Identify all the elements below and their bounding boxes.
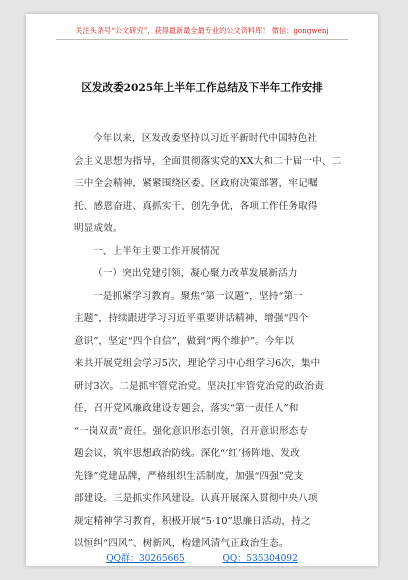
contact-footer xyxy=(26,551,378,564)
body-line: 意识”，坚定“四个自信”，做到“两个维护”。今年以 xyxy=(74,335,295,347)
body-line: 题会议，筑牢思想政治防线。深化“‘红’扬阵地、发改 xyxy=(74,448,300,459)
qq-group-text: QQ群：30265665 xyxy=(106,554,185,564)
promo-banner: 关注头条号“公文研究”，获得最新最全最专业的公文资料库！ 微信：gongwenj xyxy=(75,26,329,35)
body-line: 规定精神学习教育，积极开展“5·10”思廉日活动，持之 xyxy=(74,515,311,527)
document-body xyxy=(74,128,342,556)
body-line: 托、感恩奋进、真抓实干、创先争优，各项工作任务取得 xyxy=(74,200,318,212)
body-line: 研讨3次。二是抓牢管党治党。坚决扛牢管党治党的政治责 xyxy=(74,380,324,392)
qq-contact-text: QQ：535304092 xyxy=(222,554,298,564)
document-title: 区发改委2025年上半年工作总结及下半年工作安排 xyxy=(81,82,323,94)
header-rule xyxy=(56,39,348,40)
body-line: 任，召开党风廉政建设专题会，落实“第一责任人”和 xyxy=(74,403,299,414)
body-line: 一是抓紧学习教育。聚焦“第一议题”，坚持“第一 xyxy=(93,290,304,302)
body-line: 今年以来，区发改委坚持以习近平新时代中国特色社 xyxy=(93,133,318,144)
body-line: （一）突出党建引领，凝心聚力改革发展新活力 xyxy=(93,268,298,279)
body-line: 以恒纠“四风”、树新风，构建风清气正政治生态。 xyxy=(74,538,289,549)
body-line: 会主义思想为指导，全面贯彻落实党的XX大和二十届一中、二 xyxy=(74,155,342,167)
body-line: 明显成效。 xyxy=(74,223,123,234)
body-line: 部建设。三是抓实作风建设。认真开展深入贯彻中央八项 xyxy=(74,493,318,504)
body-line: 先锋”党建品牌，严格组织生活制度，加强“四强”党支 xyxy=(74,470,304,482)
body-line: 主题”，持续跟进学习习近平重要讲话精神，增强“四个 xyxy=(74,313,309,324)
document-page xyxy=(26,14,378,566)
body-line: 一、上半年主要工作开展情况 xyxy=(93,245,220,257)
body-line: “一岗双责”责任。强化意识形态引领，召开意识形态专 xyxy=(74,425,309,437)
body-line: 三中全会精神，紧紧围绕区委、区政府决策部署，牢记嘱 xyxy=(74,178,318,189)
body-line: 来共开展党组会学习5次，理论学习中心组学习6次，集中 xyxy=(74,358,321,369)
